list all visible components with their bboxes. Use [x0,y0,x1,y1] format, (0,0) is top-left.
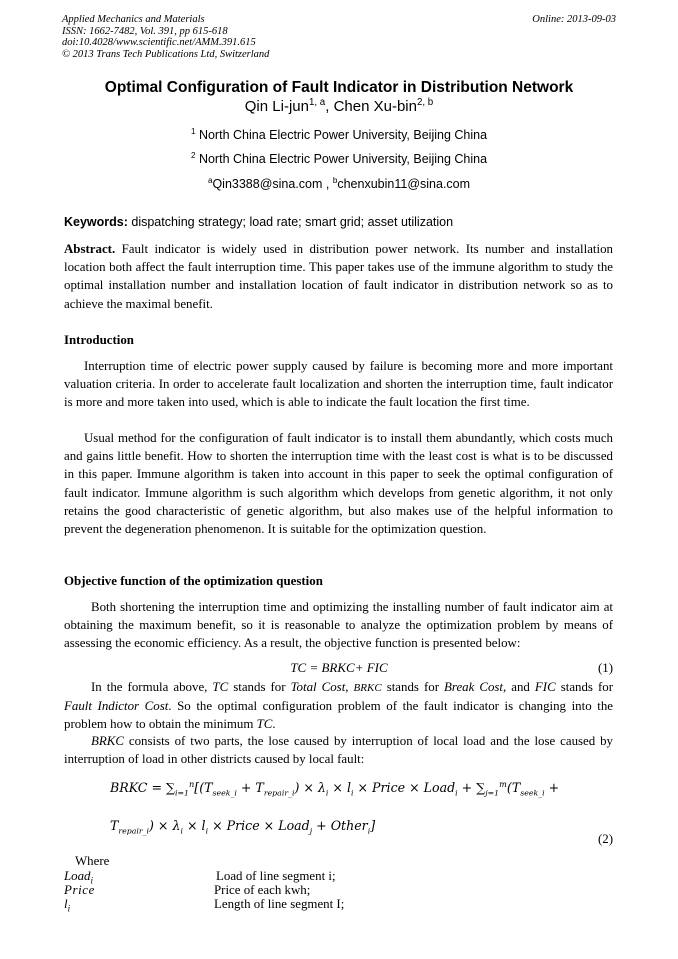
issn-line: ISSN: 1662-7482, Vol. 391, pp 615-618 [62,25,228,37]
p2-break-cost: Break Cost [444,680,504,694]
equation-2-number: (2) [598,832,614,846]
definition-term-price [64,883,95,898]
affiliation-2 [0,152,678,166]
p2-fault-indictor-cost: Fault Indictor Cost [64,699,169,714]
p2-fic: FIC [534,680,556,694]
affiliation-1-text: North China Electric Power University, Beijing China [195,128,488,142]
journal-name: Applied Mechanics and Materials [62,14,205,25]
abstract [64,240,613,313]
paper-title: Optimal Configuration of Fault Indicator in Distribution Network [104,79,574,96]
definition-desc-load: Load of line segment i; [216,869,336,883]
affiliation-1 [0,128,678,142]
email-b-sup: b [332,175,338,185]
abstract-label: Abstract. [64,242,116,256]
definition-desc-price: Price of each kwh; [214,883,311,897]
objective-paragraph-1: Both shortening the interruption time and optimizing the installing number of fault indicator aim at obtaining the maximum benefit, so it is reasonable to analyze the optimization problem by means of assessing the economic efficiency. As a result, the objective function is presented below: [64,600,613,651]
equation-1: TC = BRKC+ FIC [290,660,388,675]
definition-term-length [64,897,70,914]
intro-paragraph-1: Interruption time of electric power supply caused by failure is becoming more and more important valuation criteria. In order to accelerate fault localization and shorten the interruption time, fault indicator is more and more taken into used, which is able to indicate the fault location the first time. [64,359,613,410]
affiliation-2-text: North China Electric Power University, Beijing China [195,152,488,166]
p2-tc: TC [212,680,229,694]
term-length: l [64,897,68,911]
affiliation-1-sup: 1 [190,126,196,136]
keywords-text: dispatching strategy; load rate; smart grid; asset utilization [127,215,454,229]
p2-total-cost: Total Cost [290,680,346,694]
p3-text: consists of two parts, the lose caused by interruption of local load and the lose caused by interruption of load in other districts caused by local fault: [64,734,613,767]
author-1-affil: 1, a [308,97,326,108]
p2-tc-2: TC [256,717,273,732]
author-2: Chen Xu-bin [333,98,417,115]
affiliation-2-sup: 2 [190,150,196,160]
term-load: Load [64,869,91,883]
p2-text-4: stands for [381,680,445,694]
p2-text-2: stands for [228,680,291,694]
equation-2-line-2: $T_{repair\_i}) \times \lambda_i \times l_i$ × Price × Load$_j$ + Other$_i$] [110,818,376,836]
term-load-sub: i [90,875,94,886]
intro-paragraph-2: Usual method for the configuration of fault indicator is to install them abundantly, which costs much and gains little benefit. How to shorten the interruption time with the least cost is what is to be discussed in this paper. Immune algorithm is taken into account in this paper to seek the optimal configuration of fault indicator. Immune algorithm is such algorithm which develops from genetic algorithm, it not only retains the good characteristic of genetic algorithm, but also makes use of the helpful information to prevent the degeneration phenomenon. It is suitable for the optimization question. [64,431,613,537]
email-a-sup: a [207,175,213,185]
author-separator: , [325,98,334,115]
p2-text-5: , and [503,680,535,694]
keywords-label: Keywords: [64,215,128,229]
author-2-affil: 2, b [416,97,434,108]
p2-text-7: . So the optimal configuration problem of the fault indicator is changing into the problem how to obtain the minimum [64,699,613,732]
doi-line: doi:10.4028/www.scientific.net/AMM.391.615 [62,37,256,49]
p2-text-8: . [272,717,276,732]
term-length-sub: i [67,903,71,914]
term-price: Price [64,883,95,897]
equation-2-line-1: BRKC = $\sum_{i=1}^n[(T_{seek\_i} + T_{repair\_i}) \times \lambda_i \times l_i$ × Price × Load$_i$ + $\sum_{j=1}^m(T_{seek\_i}$ + [110,778,560,798]
p2-text-6: stands for [555,680,614,694]
equation-1-number: (1) [598,661,614,675]
email-separator: , [322,177,333,191]
definition-desc-length: Length of line segment I; [214,897,345,911]
p2-text-1: In the formula above, [91,680,213,694]
p2-text-3: , [345,680,354,694]
p2-brkc: BRKC [353,682,382,694]
author-line [0,98,678,115]
section-heading-objective: Objective function of the optimization question [64,574,323,588]
abstract-text: Fault indicator is widely used in distribution power network. Its number and installation location both affect the fault interruption time. This paper takes use of the immune algorithm to study the optimal installation number and installation location of fault indicator in distribution network so as to achieve the maximal benefit. [64,242,613,311]
copyright-line: © 2013 Trans Tech Publications Ltd, Switzerland [62,48,270,60]
email-b: chenxubin11@sina.com [337,177,471,191]
author-1: Qin Li-jun [244,98,309,115]
objective-paragraph-2 [64,678,613,734]
online-date: Online: 2013-09-03 [532,14,616,25]
journal-header [62,14,616,60]
objective-paragraph-3 [64,732,613,768]
keywords [64,215,453,229]
email-a: Qin3388@sina.com [212,177,323,191]
p3-brkc: BRKC [91,734,124,748]
email-line [0,177,678,191]
where-label: Where [75,854,110,868]
section-heading-introduction: Introduction [64,333,134,347]
